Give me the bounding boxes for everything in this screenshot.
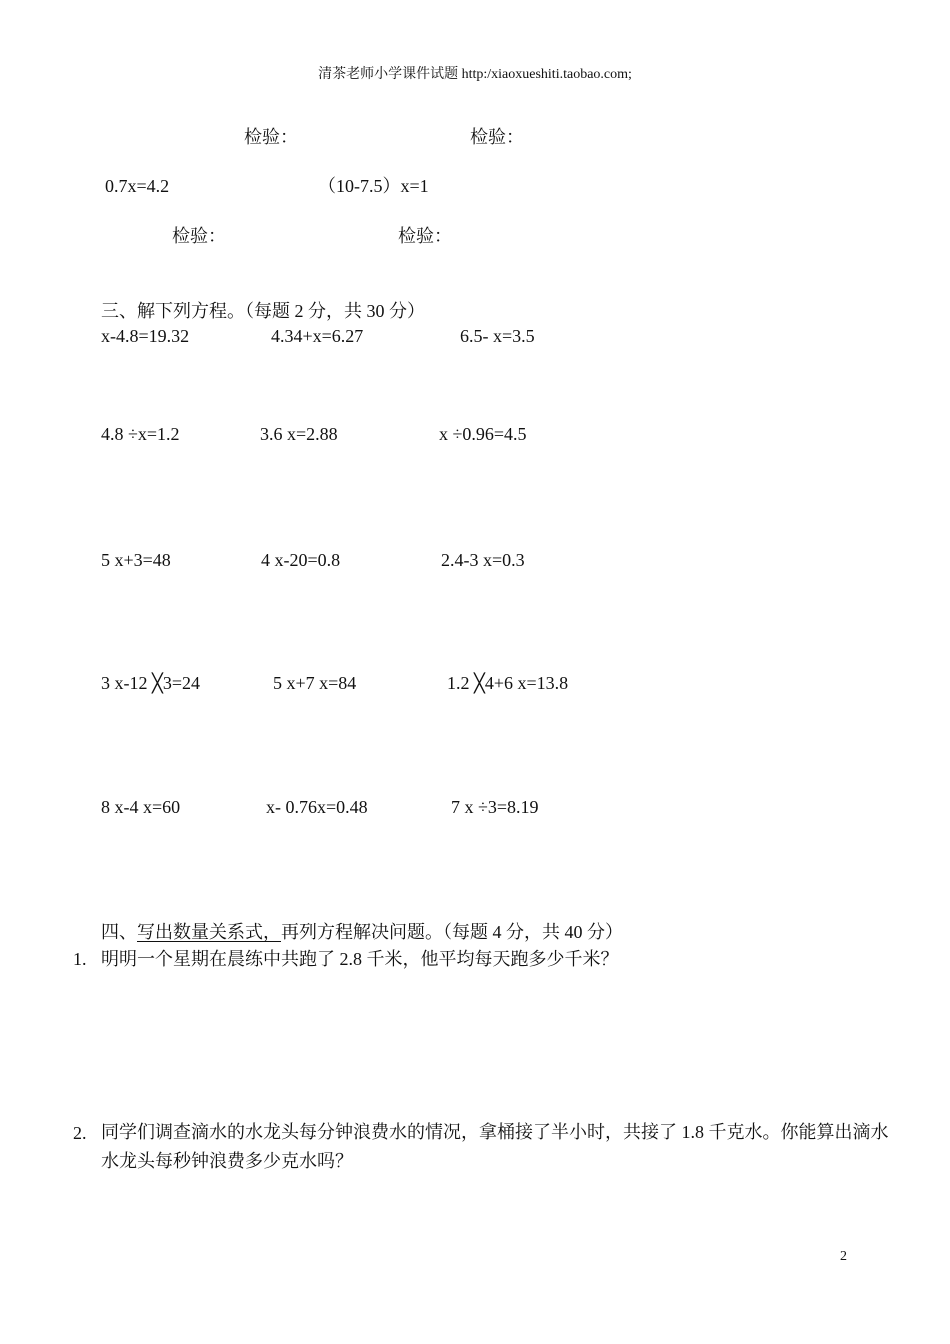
equation: 7 x ÷3=8.19 [451, 797, 539, 817]
check-label: 检验： [470, 127, 524, 147]
problem-text: 同学们调查滴水的水龙头每分钟浪费水的情况，拿桶接了半小时，共接了 1.8 千克水。你能算出滴水水龙头每秒钟浪费多少克水吗？ [101, 1122, 889, 1171]
section-title: 三、解下列方程。（每题 2 分，共 30 分） [101, 301, 425, 321]
equation: 3 x-12 ╳3=24 [101, 673, 200, 693]
section-title-underlined: 写出数量关系式， [137, 922, 281, 942]
equation: 8 x-4 x=60 [101, 797, 181, 817]
equation: 4.34+x=6.27 [271, 326, 364, 346]
section-title [101, 923, 623, 941]
equation: 4 x-20=0.8 [261, 550, 341, 570]
problem-text: 明明一个星期在晨练中共跑了 2.8 千米，他平均每天跑多少千米？ [101, 949, 619, 969]
page-number: 2 [840, 1249, 847, 1264]
equation: 5 x+7 x=84 [273, 673, 357, 693]
equation: x-4.8=19.32 [101, 326, 190, 346]
section-title-suffix: 再列方程解决问题。（每题 4 分，共 40 分） [281, 922, 623, 942]
equation: 6.5- x=3.5 [460, 326, 535, 346]
page-header: 清茶老师小学课件试题 http:/xiaoxueshiti.taobao.com; [318, 67, 632, 82]
problem-number: 2. [73, 1123, 87, 1143]
equation: x ÷0.96=4.5 [439, 424, 527, 444]
equation: （10-7.5）x=1 [318, 176, 429, 196]
check-label: 检验： [172, 226, 226, 246]
equation: 3.6 x=2.88 [260, 424, 338, 444]
equation: 5 x+3=48 [101, 550, 171, 570]
section-title-prefix: 四、 [101, 922, 137, 942]
check-label: 检验： [398, 226, 452, 246]
equation: 1.2 ╳4+6 x=13.8 [447, 673, 569, 693]
equation: 2.4-3 x=0.3 [441, 550, 525, 570]
equation: 0.7x=4.2 [105, 176, 170, 196]
equation: 4.8 ÷x=1.2 [101, 424, 180, 444]
problem-number: 1. [73, 949, 87, 969]
equation: x- 0.76x=0.48 [266, 797, 368, 817]
check-label: 检验： [244, 127, 298, 147]
